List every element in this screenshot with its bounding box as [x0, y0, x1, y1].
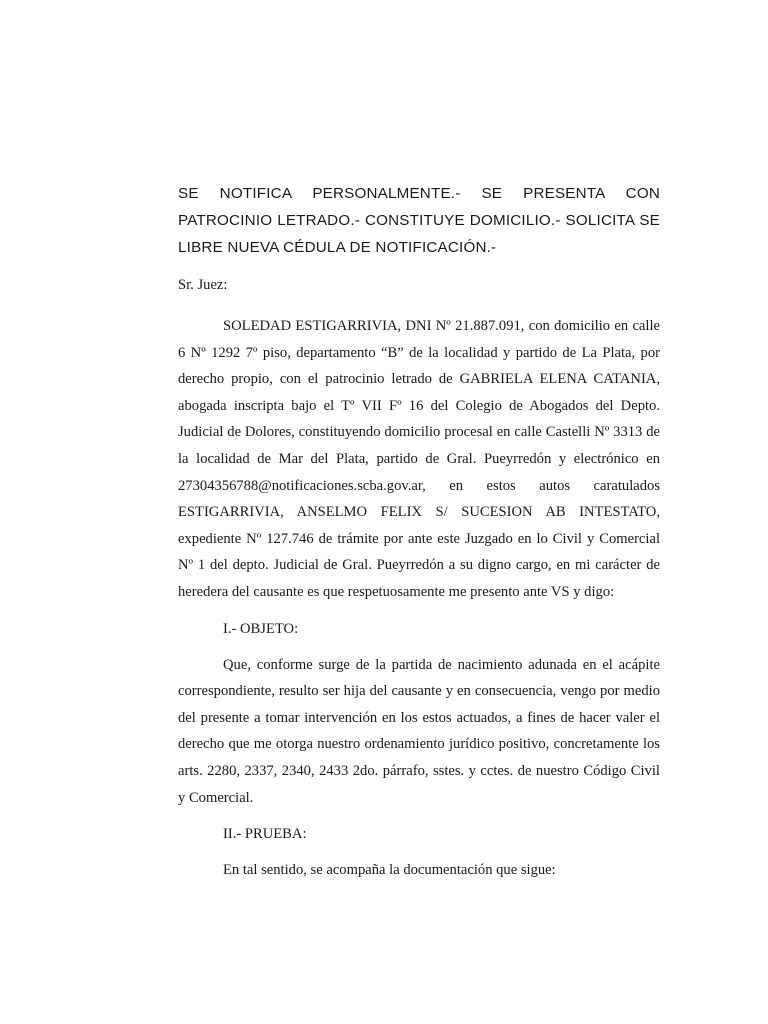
section-title-prueba: II.- PRUEBA: [223, 826, 307, 843]
document-heading: SE NOTIFICA PERSONALMENTE.- SE PRESENTA CON PATROCINIO LETRADO.- CONSTITUYE DOMICILIO.- SOLICITA SE LIBRE NUEVA CÉDULA DE NOTIFICACIÓN.- [178, 185, 660, 256]
paragraph-prueba: En tal sentido, se acompaña la documentación que sigue: [223, 862, 556, 879]
paragraph-presentation: SOLEDAD ESTIGARRIVIA, DNI Nº 21.887.091, con domicilio en calle 6 Nº 1292 7º piso, departamento “B” de la localidad y partido de La Plata, por derecho propio, con el patrocinio letrado de GABRIELA ELENA CATANIA, abogada inscripta bajo el Tº VII Fº 16 del Colegio de Abogados del Depto. Judicial de Dolores, constituyendo domicilio procesal en calle Castelli Nº 3313 de la localidad de Mar del Plata, partido de Gral. Pueyrredón y electrónico en 27304356788@notificaciones.scba.gov.ar, en estos autos caratulados ESTIGARRIVIA, ANSELMO FELIX S/ SUCESION AB INTESTATO, expediente Nº 127.746 de trámite por ante este Juzgado en lo Civil y Comercial Nº 1 del depto. Judicial de Gral. Pueyrredón a su digno cargo, en mi carácter de heredera del causante es que respetuosamente me presento ante VS y digo: [178, 318, 660, 600]
salutation: Sr. Juez: [178, 277, 228, 293]
section-title-objeto: I.- OBJETO: [223, 620, 299, 637]
document-body [178, 180, 660, 884]
paragraph-objeto: Que, conforme surge de la partida de nacimiento adunada en el acápite correspondiente, resulto ser hija del causante y en consecuencia, vengo por medio del presente a tomar intervención en los estos actuados, a fines de hacer valer el derecho que me otorga nuestro ordenamiento jurídico positivo, concretamente los arts. 2280, 2337, 2340, 2433 2do. párrafo, sstes. y cctes. de nuestro Código Civil y Comercial. [178, 656, 660, 806]
